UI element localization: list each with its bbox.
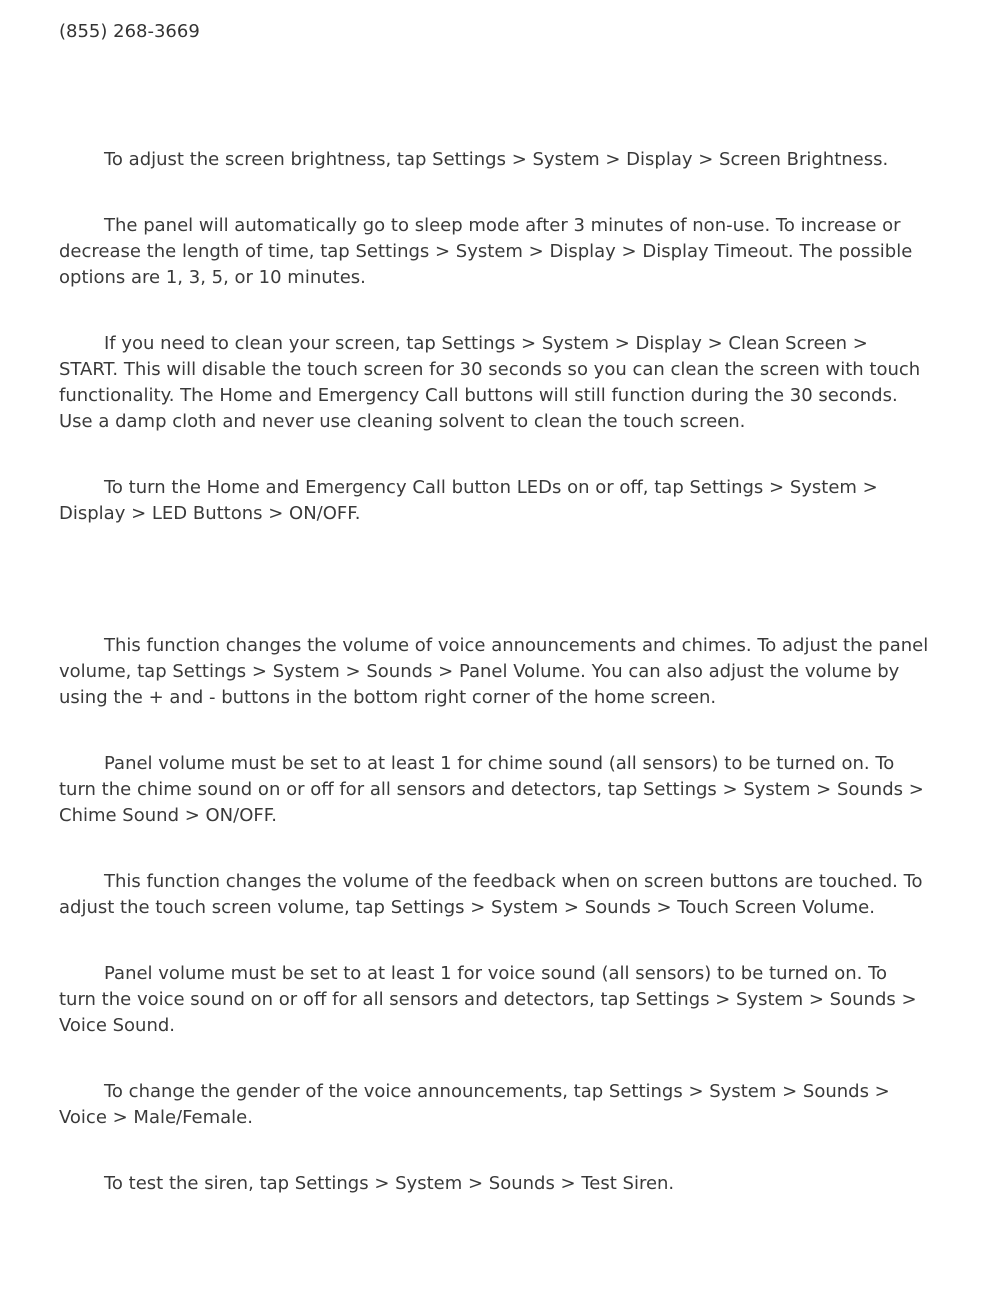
paragraph-chime-sound: Panel volume must be set to at least 1 for chime sound (all sensors) to be turned on. To turn the chime sound on or off for all sensors and detectors, tap Settings > System > Sounds > Chime Sound > ON/OFF. [59, 753, 924, 826]
paragraph-test-siren: To test the siren, tap Settings > System > Sounds > Test Siren. [104, 1173, 675, 1194]
paragraph-display-timeout: The panel will automatically go to sleep mode after 3 minutes of non-use. To increase or decrease the length of time, tap Settings > System > Display > Display Timeout. The possible options are 1, 3, 5, or 10 minutes. [59, 215, 913, 288]
paragraph-clean-screen: If you need to clean your screen, tap Settings > System > Display > Clean Screen > START. This will disable the touch screen for 30 seconds so you can clean the screen with touch functionality. The Home and Emergency Call buttons will still function during the 30 seconds. Use a damp cloth and never use cleaning solvent to clean the touch screen. [59, 333, 921, 432]
phone-number: (855) 268-3669 [59, 21, 200, 42]
paragraph-panel-volume: This function changes the volume of voice announcements and chimes. To adjust the panel volume, tap Settings > System > Sounds > Panel Volume. You can also adjust the volume by using the + and - buttons in the bottom right corner of the home screen. [59, 635, 929, 708]
paragraph-voice-sound: Panel volume must be set to at least 1 for voice sound (all sensors) to be turned on. To turn the voice sound on or off for all sensors and detectors, tap Settings > System > Sounds > Voice Sound. [59, 963, 917, 1036]
paragraph-touch-screen-volume: This function changes the volume of the feedback when on screen buttons are touched. To adjust the touch screen volume, tap Settings > System > Sounds > Touch Screen Volume. [59, 871, 923, 918]
paragraph-voice-gender: To change the gender of the voice announcements, tap Settings > System > Sounds > Voice > Male/Female. [59, 1081, 890, 1128]
paragraph-led-buttons: To turn the Home and Emergency Call button LEDs on or off, tap Settings > System > Display > LED Buttons > ON/OFF. [59, 477, 878, 524]
paragraph-screen-brightness: To adjust the screen brightness, tap Settings > System > Display > Screen Brightness. [104, 149, 889, 170]
